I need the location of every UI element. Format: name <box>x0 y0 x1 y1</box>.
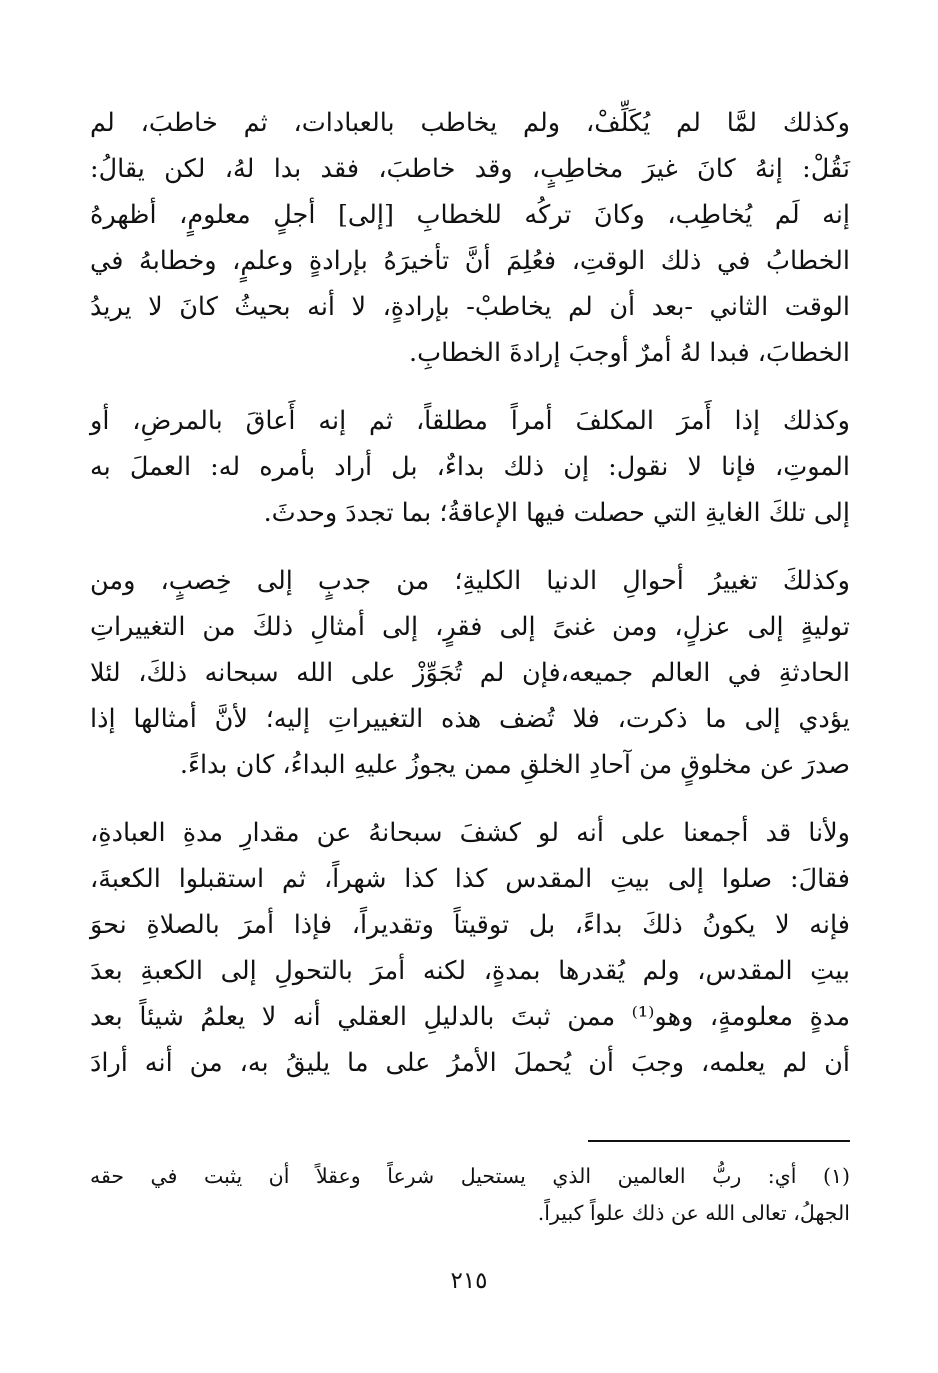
text-line: توليةٍ إلى عزلٍ، ومن غنىً إلى فقرٍ، إلى أمثالِ ذلكَ من التغييراتِ <box>90 612 850 642</box>
text-line: وكذلك إذا أَمرَ المكلفَ أمراً مطلقاً، ثم إنه أَعاقَ بالمرضِ، أو <box>90 406 850 436</box>
paragraph-1 <box>90 100 850 376</box>
text-line: وكذلك لمَّا لم يُكَلِّفْ، ولم يخاطب بالعبادات، ثم خاطبَ، لم <box>90 108 850 138</box>
body-text <box>90 100 850 1108</box>
paragraph-2 <box>90 398 850 536</box>
footnote-line: الجهلُ، تعالى الله عن ذلك علواً كبيراً. <box>537 1201 850 1225</box>
footnote <box>90 1158 850 1232</box>
text-line: الموتِ، فإنا لا نقول: إن ذلك بداءٌ، بل أراد بأمره له: العملَ به <box>90 452 850 482</box>
text-line: فإنه لا يكونُ ذلكَ بداءً، بل توقيتاً وتقديراً، فإذا أمرَ بالصلاةِ نحوَ <box>90 910 850 940</box>
text-line: فقالَ: صلوا إلى بيتِ المقدس كذا كذا شهراً، ثم استقبلوا الكعبةَ، <box>90 864 850 894</box>
text-line: الخطابُ في ذلك الوقتِ، فعُلِمَ أنَّ تأخيرَهُ بإرادةٍ وعلمٍ، وخطابهُ في <box>90 246 850 276</box>
text-line: وكذلكَ تغييرُ أحوالِ الدنيا الكليةِ؛ من جدبٍ إلى خِصبٍ، ومن <box>90 566 850 596</box>
text-line: صدرَ عن مخلوقٍ من آحادِ الخلقِ ممن يجوزُ عليهِ البداءُ، كان بداءً. <box>179 750 850 780</box>
text-line: بيتِ المقدس، ولم يُقدرها بمدةٍ، لكنه أمرَ بالتحولِ إلى الكعبةِ بعدَ <box>90 956 850 986</box>
text-line: الخطابَ، فبدا لهُ أمرٌ أوجبَ إرادةَ الخطابِ. <box>409 338 850 368</box>
footnote-line: (١) أي: ربُّ العالمين الذي يستحيل شرعاً وعقلاً أن يثبت في حقه <box>90 1164 850 1188</box>
page-number: ٢١٥ <box>450 1268 488 1294</box>
paragraph-3 <box>90 558 850 788</box>
footnote-separator <box>588 1140 850 1142</box>
text-line: الحادثةِ في العالم جميعه،فإن لم تُجَوِّزْ على الله سبحانه ذلكَ، لئلا <box>90 658 850 688</box>
text-line: أن لم يعلمه، وجبَ أن يُحملَ الأمرُ على ما يليقُ به، من أنه أرادَ <box>90 1048 850 1078</box>
text-line: نَقُلْ: إنهُ كانَ غيرَ مخاطِبٍ، وقد خاطبَ، فقد بدا لهُ، لكن يقالُ: <box>90 154 850 184</box>
text-line: يؤدي إلى ما ذكرت، فلا تُضف هذه التغييراتِ إليه؛ لأنَّ أمثالها إذا <box>90 704 850 734</box>
text-line: إلى تلكَ الغايةِ التي حصلت فيها الإعاقةُ؛ بما تجددَ وحدثَ. <box>263 498 850 528</box>
text-line: إنه لَم يُخاطِب، وكانَ تركُه للخطابِ [إلى] أجلٍ معلومٍ، أظهرهُ <box>90 200 850 230</box>
text-line: مدةٍ معلومةٍ، وهو⁽¹⁾ ممن ثبتَ بالدليلِ العقلي أنه لا يعلمُ شيئاً بعد <box>90 1002 850 1032</box>
text-line: ولأنا قد أجمعنا على أنه لو كشفَ سبحانهُ عن مقدارِ مدةِ العبادةِ، <box>90 818 850 848</box>
text-line: الوقت الثاني -بعد أن لم يخاطبْ- بإرادةٍ، لا أنه بحيثُ كانَ لا يريدُ <box>90 292 850 322</box>
paragraph-4 <box>90 810 850 1086</box>
